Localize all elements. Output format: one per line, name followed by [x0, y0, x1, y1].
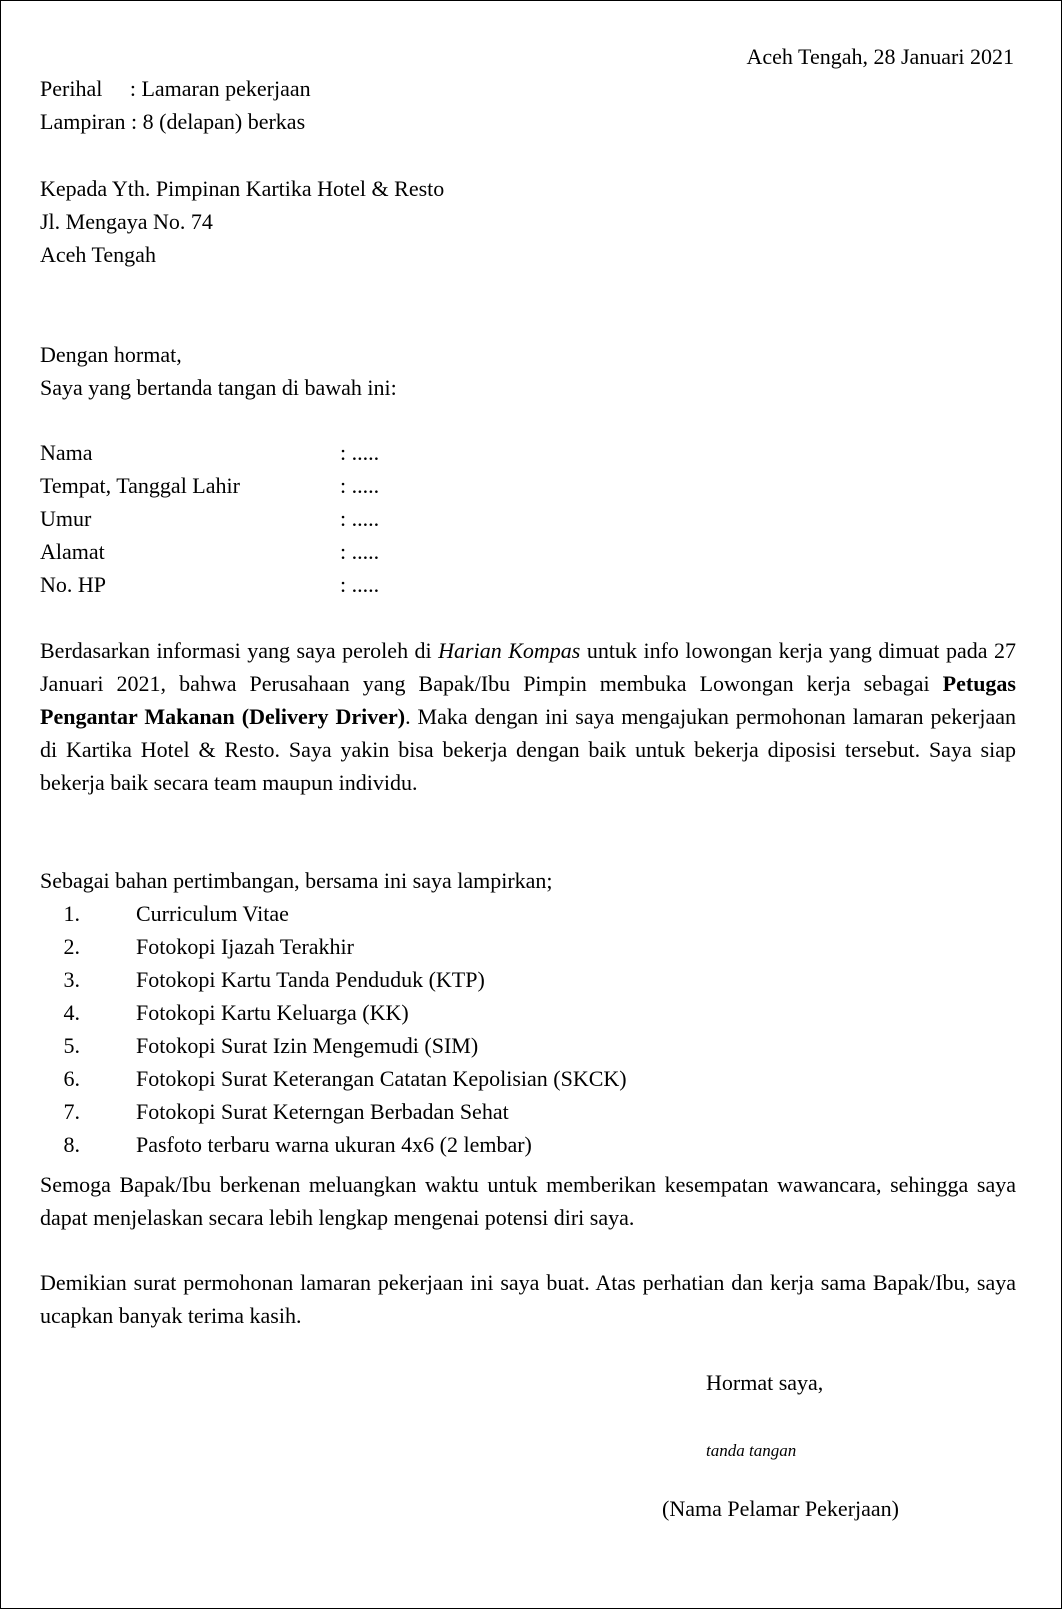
- body-paragraph-2: Semoga Bapak/Ibu berkenan meluangkan waktu untuk memberikan kesempatan wawancara, sehingga saya dapat menjelaskan secara lebih lengkap mengenai potensi diri saya.: [40, 1172, 1016, 1230]
- list-item: [60, 996, 760, 1029]
- list-number: 7.: [63, 1099, 80, 1124]
- body-paragraph-1: [40, 634, 1016, 799]
- list-item: [60, 897, 760, 930]
- field-row: [40, 568, 640, 601]
- recipient-line: Aceh Tengah: [40, 242, 156, 267]
- attachment-value: 8 (delapan) berkas: [142, 109, 306, 134]
- attachment-sep: :: [125, 109, 143, 134]
- closing: Hormat saya,: [706, 1370, 824, 1395]
- body-text: . Maka dengan ini saya mengajukan permohonan lamaran pekerjaan di Kartika Hotel & Resto. Saya yakin bisa bekerja dengan baik untuk bekerja diposisi tersebut. Saya siap bekerja baik secara team maupun individu.: [40, 704, 1017, 795]
- list-number: 4.: [63, 1000, 80, 1025]
- subject-sep: :: [102, 76, 142, 101]
- list-number: 6.: [63, 1066, 80, 1091]
- field-label: Tempat, Tanggal Lahir: [40, 473, 240, 498]
- list-text: Fotokopi Surat Izin Mengemudi (SIM): [136, 1033, 479, 1058]
- signature-placeholder: [706, 1432, 796, 1467]
- field-value: : .....: [340, 473, 380, 498]
- newspaper-name: Harian Kompas: [438, 638, 581, 663]
- list-text: Fotokopi Surat Keterngan Berbadan Sehat: [136, 1099, 509, 1124]
- list-number: 1.: [63, 901, 80, 926]
- list-item: [60, 963, 760, 996]
- intro: Saya yang bertanda tangan di bawah ini:: [40, 375, 397, 400]
- field-label: Nama: [40, 440, 93, 465]
- signer-name: (Nama Pelamar Pekerjaan): [662, 1496, 899, 1521]
- position-name: Petugas Pengantar Makanan (Delivery Driver): [40, 671, 1016, 729]
- attachment-list: [60, 897, 760, 1161]
- list-number: 8.: [63, 1132, 80, 1157]
- field-value: : .....: [340, 506, 380, 531]
- applicant-fields: [40, 436, 640, 601]
- list-text: Curriculum Vitae: [136, 901, 289, 926]
- field-value: : .....: [340, 440, 380, 465]
- list-item: [60, 1128, 760, 1161]
- list-number: 5.: [63, 1033, 80, 1058]
- signature-text: tanda tangan: [706, 1441, 797, 1460]
- letter-header: [40, 72, 311, 138]
- field-row: [40, 469, 640, 502]
- subject-row: [40, 72, 311, 105]
- field-label: No. HP: [40, 572, 107, 597]
- list-text: Fotokopi Surat Keterangan Catatan Kepolisian (SKCK): [136, 1066, 627, 1091]
- attachment-label: Lampiran: [40, 109, 126, 134]
- list-item: [60, 1095, 760, 1128]
- field-value: : .....: [340, 539, 380, 564]
- field-row: [40, 535, 640, 568]
- recipient-block: [40, 172, 444, 271]
- field-row: [40, 436, 640, 469]
- list-text: Pasfoto terbaru warna ukuran 4x6 (2 lembar): [136, 1132, 532, 1157]
- list-text: Fotokopi Kartu Tanda Penduduk (KTP): [136, 967, 485, 992]
- body-paragraph-3: Demikian surat permohonan lamaran pekerjaan ini saya buat. Atas perhatian dan kerja sama Bapak/Ibu, saya ucapkan banyak terima kasih.: [40, 1270, 1016, 1328]
- list-item: [60, 1062, 760, 1095]
- list-number: 3.: [63, 967, 80, 992]
- greeting-block: [40, 338, 397, 404]
- list-text: Fotokopi Kartu Keluarga (KK): [136, 1000, 409, 1025]
- field-value: : .....: [340, 572, 380, 597]
- date-line: Aceh Tengah, 28 Januari 2021: [746, 44, 1014, 69]
- list-item: [60, 930, 760, 963]
- recipient-line: Kepada Yth. Pimpinan Kartika Hotel & Resto: [40, 176, 445, 201]
- attachment-row: [40, 105, 311, 138]
- list-number: 2.: [63, 934, 80, 959]
- field-label: Alamat: [40, 539, 105, 564]
- recipient-line: Jl. Mengaya No. 74: [40, 209, 213, 234]
- subject-value: Lamaran pekerjaan: [141, 76, 311, 101]
- greeting: Dengan hormat,: [40, 342, 182, 367]
- body-text: untuk info lowongan kerja yang dimuat pada 27 Januari 2021, bahwa Perusahaan yang Bapak/Ibu Pimpin membuka Lowongan kerja sebagai: [40, 638, 1016, 696]
- field-label: Umur: [40, 506, 92, 531]
- list-item: [60, 1029, 760, 1062]
- list-text: Fotokopi Ijazah Terakhir: [136, 934, 354, 959]
- field-row: [40, 502, 640, 535]
- attach-intro: Sebagai bahan pertimbangan, bersama ini saya lampirkan;: [40, 868, 553, 893]
- body-text: Berdasarkan informasi yang saya peroleh di: [40, 638, 439, 663]
- subject-label: Perihal: [40, 76, 103, 101]
